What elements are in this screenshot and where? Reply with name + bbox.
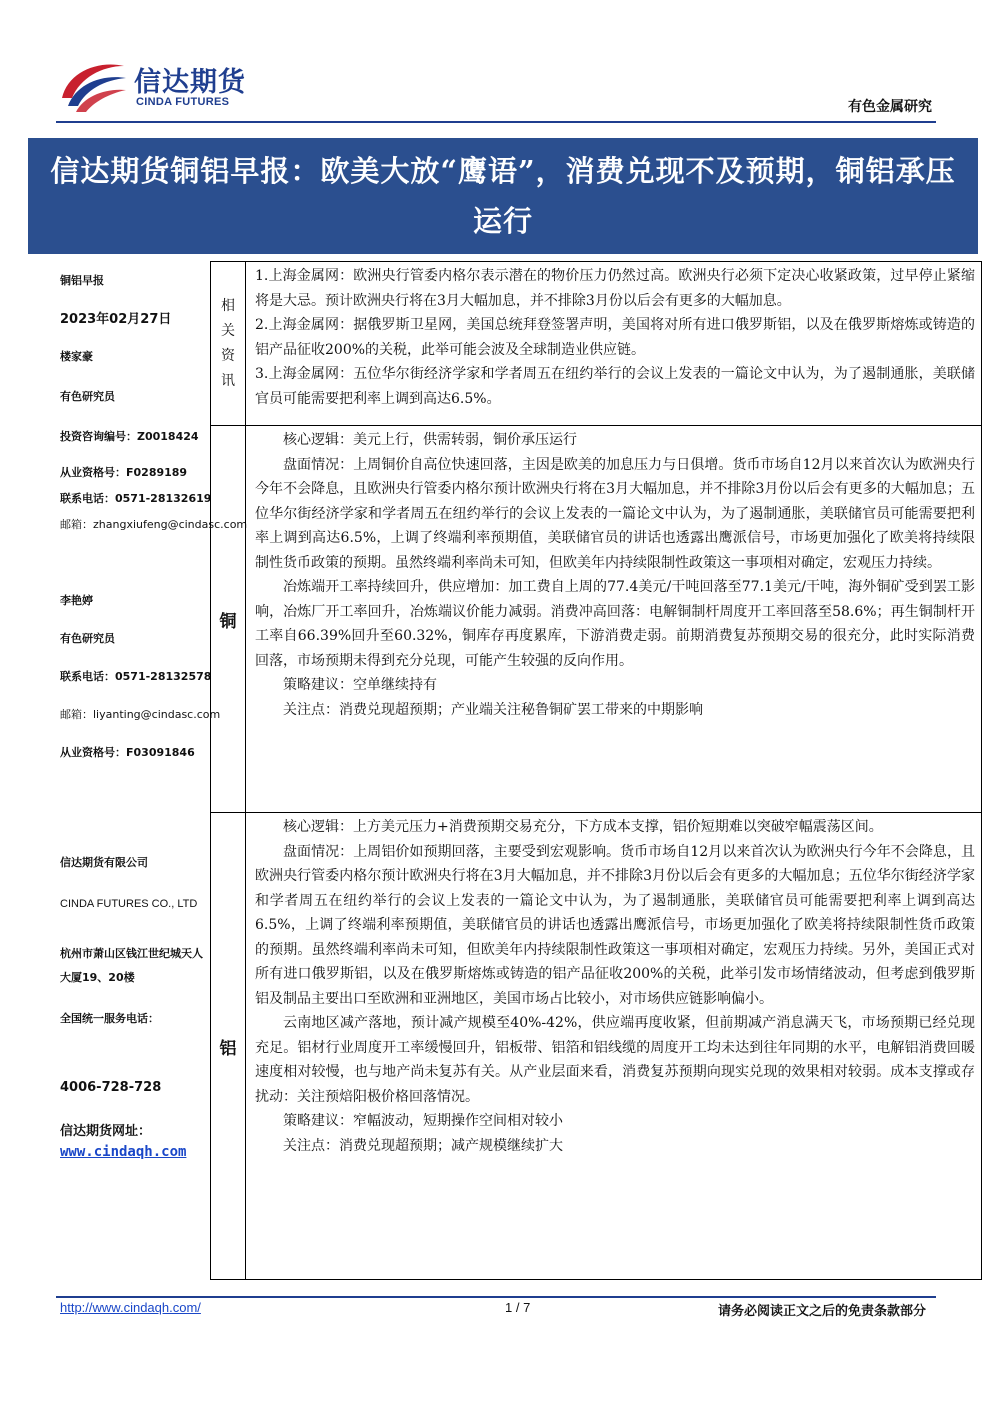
copper-content xyxy=(255,428,975,722)
page-title: 信达期货铜铝早报：欧美大放“鹰语”，消费兑现不及预期，铜铝承压运行 xyxy=(50,154,956,238)
logo-cn: 信达期货 xyxy=(134,67,246,98)
report-type: 有色金属研究 xyxy=(848,99,932,115)
analyst1-phone: 联系电话：0571-28132619 xyxy=(60,492,212,505)
analyst1-role: 有色研究员 xyxy=(60,390,115,403)
analyst2-role: 有色研究员 xyxy=(60,632,115,645)
analyst1-qual-no: 从业资格号：F0289189 xyxy=(60,466,188,479)
news-content xyxy=(255,264,975,411)
analyst2-email[interactable]: 邮箱：liyanting@cindasc.com xyxy=(60,708,221,721)
logo-en: CINDA FUTURES xyxy=(136,96,230,108)
copper-market: 盘面情况：上周铜价自高位快速回落，主因是欧美的加息压力与日俱增。货币市场自12月以来首次认为欧洲央行今年不会降息，且欧洲央行管委内格尔预计欧洲央行将在3月大幅加息，并不排除3月份以后会有更多的大幅加息；五位华尔街经济学家和学者周五在纽约举行的会议上发表的一篇论文中认为，为了遏制通胀，美联储官员可能需要把利率上调到高达6.5%，上调了终端利率预期值，美联储官员的讲话也透露出鹰派信号，市场更加强化了欧美将持续限制性货币政策的预期。虽然终端利率尚未可知，但欧美年内持续限制性政策这一事项相对确定，宏观压力持续。 xyxy=(255,456,975,571)
company-logo xyxy=(58,58,258,114)
copper-row xyxy=(211,426,981,813)
aluminum-label: 铝 xyxy=(219,1038,237,1059)
aluminum-focus: 关注点：消费兑现超预期；减产规模继续扩大 xyxy=(283,1137,563,1154)
company-address: 杭州市萧山区钱江世纪城天人大厦19、20楼 xyxy=(60,947,203,984)
analyst2-name: 李艳婷 xyxy=(60,594,93,607)
news-label: 相关资讯 xyxy=(221,297,235,389)
news-item: 2.上海金属网：据俄罗斯卫星网，美国总统拜登签署声明，美国将对所有进口俄罗斯铝，以及在俄罗斯熔炼或铸造的铝产品征收200%的关税，此举可能会波及全球制造业供应链。 xyxy=(255,317,975,358)
company-name-en: CINDA FUTURES CO., LTD xyxy=(60,898,198,910)
copper-core-logic: 核心逻辑：美元上行，供需转弱，铜价承压运行 xyxy=(283,432,577,448)
company-name-cn: 信达期货有限公司 xyxy=(60,856,148,869)
aluminum-strategy: 策略建议：窄幅波动，短期操作空间相对较小 xyxy=(283,1113,563,1129)
logo-swoosh-icon xyxy=(58,58,128,114)
aluminum-label-cell xyxy=(211,813,246,1279)
analyst1-advisor-no: 投资咨询编号：Z0018424 xyxy=(60,430,199,443)
copper-label: 铜 xyxy=(219,611,237,632)
hotline-number: 4006-728-728 xyxy=(60,1080,162,1095)
footer-url-link[interactable]: http://www.cindaqh.com/ xyxy=(60,1300,201,1315)
website-label: 信达期货网址： xyxy=(60,1124,152,1139)
title-band xyxy=(28,138,978,254)
copper-supply-demand: 冶炼端开工率持续回升，供应增加：加工费自上周的77.4美元/干吨回落至77.1美元/干吨，海外铜矿受到罢工影响，冶炼厂开工率回升，冶炼端议价能力减弱。消费冲高回落：电解铜制杆周度开工率回落至58.6%；再生铜制杆开工率自66.39%回升至60.32%，铜库存再度累库，下游消费走弱。前期消费复苏预期交易的很充分，此时实际消费回落，市场预期未得到充分兑现，可能产生较强的反向作用。 xyxy=(255,579,975,669)
aluminum-core-logic: 核心逻辑：上方美元压力+消费预期交易充分，下方成本支撑，铝价短期难以突破窄幅震荡区间。 xyxy=(283,819,883,835)
copper-label-cell xyxy=(211,426,246,812)
analyst1-name: 楼家豪 xyxy=(60,350,93,363)
analyst1-email[interactable]: 邮箱：zhangxiufeng@cindasc.com xyxy=(60,518,248,531)
analyst2-qual-no: 从业资格号：F03091846 xyxy=(60,746,195,759)
news-item: 1.上海金属网：欧洲央行管委内格尔表示潜在的物价压力仍然过高。欧洲央行必须下定决心收紧政策，过早停止紧缩将是大忌。预计欧洲央行将在3月大幅加息，并不排除3月份以后会有更多的大幅加息。 xyxy=(255,268,975,309)
copper-strategy: 策略建议：空单继续持有 xyxy=(283,677,437,693)
news-label-cell xyxy=(211,262,246,425)
copper-focus: 关注点：消费兑现超预期；产业端关注秘鲁铜矿罢工带来的中期影响 xyxy=(283,701,703,718)
content-table xyxy=(210,261,982,1280)
disclaimer-note: 请务必阅读正文之后的免责条款部分 xyxy=(717,1304,926,1319)
header-divider xyxy=(56,121,936,123)
aluminum-content xyxy=(255,815,975,1158)
aluminum-market: 盘面情况：上周铝价如预期回落，主要受到宏观影响。货币市场自12月以来首次认为欧洲央行今年不会降息，且欧洲央行管委内格尔预计欧洲央行将在3月大幅加息，并不排除3月份以后会有更多的大幅加息；五位华尔街经济学家和学者周五在纽约举行的会议上发表的一篇论文中认为，为了遏制通胀，美联储官员可能需要把利率上调到高达6.5%，上调了终端利率预期值，美联储官员的讲话也透露出鹰派信号，市场更加强化了欧美将持续限制性货币政策的预期。虽然终端利率尚未可知，但欧美年内持续限制性政策这一事项相对确定，宏观压力持续。另外，美国正式对所有进口俄罗斯铝，以及在俄罗斯熔炼或铸造的铝产品征收200%的关税，此举引发市场情绪波动，但考虑到俄罗斯铝及制品主要出口至欧洲和亚洲地区，美国市场占比较小，对市场供应链影响偏小。 xyxy=(255,843,975,1007)
news-item: 3.上海金属网：五位华尔街经济学家和学者周五在纽约举行的会议上发表的一篇论文中认为，为了遏制通胀，美联储官员可能需要把利率上调到高达6.5%。 xyxy=(255,366,975,407)
report-name: 铜铝早报 xyxy=(60,274,104,287)
aluminum-supply-demand: 云南地区减产落地，预计减产规模至40%-42%，供应端再度收紧，但前期减产消息满天飞，市场预期已经兑现充足。铝材行业周度开工率缓慢回升，铝板带、铝箔和铝线缆的周度开工均未达到往年同期的水平，电解铝消费回暖速度相对较慢，也与地产尚未复苏有关。从产业层面来看，消费复苏预期向现实兑现的效果相对较弱。成本支撑或存扰动：关注预焙阳极价格回落情况。 xyxy=(255,1015,975,1105)
website-link[interactable]: www.cindaqh.com xyxy=(60,1144,187,1160)
footer-divider xyxy=(56,1296,936,1298)
report-date: 2023年02月27日 xyxy=(60,312,172,327)
analyst2-phone: 联系电话：0571-28132578 xyxy=(60,670,212,683)
news-row xyxy=(211,262,981,426)
aluminum-row xyxy=(211,813,981,1279)
page-number: 1 / 7 xyxy=(505,1300,531,1315)
hotline-label: 全国统一服务电话： xyxy=(60,1012,159,1025)
